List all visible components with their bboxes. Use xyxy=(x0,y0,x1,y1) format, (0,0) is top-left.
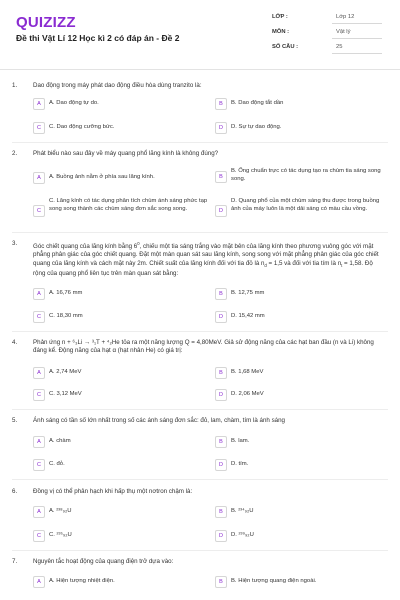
meta-underline xyxy=(332,53,382,54)
option-letter-badge: C xyxy=(33,122,45,134)
option-text: B. Dao động tắt dần xyxy=(231,100,284,106)
option-text: B. Hiện tượng quang điện ngoài. xyxy=(231,578,317,584)
question-text-part: = 1,5 và đối với tia tím là n xyxy=(266,259,342,267)
option-letter-badge: B xyxy=(215,171,227,183)
page-title: Đề thi Vật Lí 12 Học kì 2 có đáp án - Đề 2 xyxy=(16,33,180,43)
option-letter-badge: B xyxy=(215,98,227,110)
option-b[interactable] xyxy=(215,506,385,518)
option-a[interactable] xyxy=(33,506,208,518)
meta-underline xyxy=(332,23,382,24)
option-c[interactable] xyxy=(33,198,208,224)
meta-row-class xyxy=(272,11,382,24)
option-letter-badge: A xyxy=(33,506,45,518)
question-number: 3. xyxy=(12,240,18,247)
subscript-red: đ xyxy=(264,262,267,268)
option-c[interactable] xyxy=(33,530,208,542)
meta-row-subject xyxy=(272,26,382,39)
meta-label-class: LỚP : xyxy=(272,14,288,20)
option-a[interactable] xyxy=(33,288,208,300)
option-a[interactable] xyxy=(33,576,208,588)
meta-label-subject: MÔN : xyxy=(272,29,290,35)
option-letter-badge: B xyxy=(215,506,227,518)
meta-value-count: 25 xyxy=(336,44,343,50)
option-letter-badge: D xyxy=(215,459,227,471)
option-a[interactable] xyxy=(33,172,208,184)
meta-label-count: SỐ CÂU : xyxy=(272,44,299,50)
option-text: A. 16,76 mm xyxy=(49,290,83,296)
option-text: D. Sự tự dao động. xyxy=(231,124,282,130)
quizizz-logo[interactable]: QUIZIZZ xyxy=(16,14,76,31)
option-text: C. ²³⁵₉₂U xyxy=(49,532,72,538)
question-number: 6. xyxy=(12,488,18,495)
option-b[interactable] xyxy=(215,436,385,448)
option-letter-badge: D xyxy=(215,530,227,542)
option-b[interactable] xyxy=(215,288,385,300)
option-text: C. Dao động cưỡng bức. xyxy=(49,124,115,130)
question-text-part: Góc chiết quang của lăng kính bằng 6 xyxy=(33,243,138,251)
question-text: Đồng vị có thể phân hạch khi hấp thụ một nơtron chậm là: xyxy=(33,488,193,495)
option-text: D. tím. xyxy=(231,461,249,467)
option-text: D. 2,06 MeV xyxy=(231,391,264,397)
option-text: A. Buồng ảnh nằm ở phía sau lăng kính. xyxy=(49,174,155,180)
option-a[interactable] xyxy=(33,98,208,110)
question-number: 4. xyxy=(12,339,18,346)
question-text: Phát biểu nào sau đây về máy quang phổ lăng kính là không đúng? xyxy=(33,150,219,157)
option-d[interactable] xyxy=(215,389,385,401)
question-number: 5. xyxy=(12,417,18,424)
option-text: D. ²³⁹₉₂U xyxy=(231,532,254,538)
worksheet-header xyxy=(0,0,400,70)
meta-value-subject: Vật lý xyxy=(336,29,351,35)
question-text: Ánh sáng có tần số lớn nhất trong số các ánh sáng đơn sắc: đỏ, lam, chàm, tím là ánh sáng xyxy=(33,417,285,424)
option-letter-badge: C xyxy=(33,459,45,471)
option-letter-badge: D xyxy=(215,311,227,323)
question-divider xyxy=(12,409,388,410)
option-letter-badge: A xyxy=(33,436,45,448)
option-text: A. chàm xyxy=(49,438,71,444)
option-text: A. Hiện tượng nhiệt điện. xyxy=(49,578,115,584)
degree-superscript: 0 xyxy=(137,241,140,246)
option-b[interactable] xyxy=(215,576,385,588)
option-d[interactable] xyxy=(215,122,385,134)
option-b[interactable] xyxy=(215,168,385,186)
option-text: B. 1,68 MeV xyxy=(231,369,264,375)
question-text: Nguyên tắc hoạt động của quang điện trở dựa vào: xyxy=(33,558,174,565)
option-text: D. 15,42 mm xyxy=(231,313,265,319)
question-text-part: = 1,58. Độ rộng của quang phổ liên tục trên màn quan sát bằng: xyxy=(33,259,373,278)
meta-row-count xyxy=(272,41,382,54)
option-d[interactable] xyxy=(215,311,385,323)
option-text: B. 12,75 mm xyxy=(231,290,265,296)
option-letter-badge: B xyxy=(215,367,227,379)
option-d[interactable] xyxy=(215,459,385,471)
option-letter-badge: C xyxy=(33,389,45,401)
question-text xyxy=(33,240,385,278)
option-c[interactable] xyxy=(33,389,208,401)
option-letter-badge: B xyxy=(215,576,227,588)
option-a[interactable] xyxy=(33,436,208,448)
option-text: C. 18,30 mm xyxy=(49,313,83,319)
option-c[interactable] xyxy=(33,311,208,323)
option-d[interactable] xyxy=(215,198,385,224)
option-letter-badge: C xyxy=(33,530,45,542)
option-text: C. Lăng kính có tác dụng phân tích chùm ánh sáng phức tạp song song thành các chùm sáng đơn sắc song song. xyxy=(49,198,208,212)
option-letter-badge: B xyxy=(215,288,227,300)
option-text: B. Ống chuẩn trực có tác dụng tạo ra chùm tia sáng song song. xyxy=(231,168,381,182)
option-letter-badge: A xyxy=(33,367,45,379)
question-text-part: , chiếu một tia sáng trắng vào mặt bên của lăng kính theo phương vuông góc với mặt phẳng phân giác của góc chiết quang. Đặt một màn quan sát sau lăng kính, song song với mặt phẳng phân giác của góc chiết quang của lăng kính và cách mặt này 2m. Chiết suất của lăng kính đối với tia đỏ là n xyxy=(33,243,379,267)
question-number: 1. xyxy=(12,82,18,89)
subscript-violet: t xyxy=(341,262,343,268)
meta-underline xyxy=(332,38,382,39)
question-number: 7. xyxy=(12,558,18,565)
question-number: 2. xyxy=(12,150,18,157)
question-text: Dao động trong máy phát dao động điều hòa dùng tranzito là: xyxy=(33,82,202,89)
question-divider xyxy=(12,479,388,480)
question-text: Phản ứng n + ⁶₃Li → ³₁T + ⁴₂He tỏa ra một năng lượng Q = 4,80MeV. Giả sử động năng của các hạt ban đầu (n và Li) không đáng kể. Động năng của hạt α (hạt nhân He) có giá trị: xyxy=(33,339,374,355)
option-text: B. lam. xyxy=(231,438,250,444)
question-divider xyxy=(12,331,388,332)
option-text: A. Dao động tự do. xyxy=(49,100,99,106)
option-letter-badge: D xyxy=(215,389,227,401)
option-text: A. 2,74 MeV xyxy=(49,369,82,375)
option-letter-badge: A xyxy=(33,172,45,184)
option-d[interactable] xyxy=(215,530,385,542)
question-divider xyxy=(12,550,388,551)
option-c[interactable] xyxy=(33,459,208,471)
option-letter-badge: A xyxy=(33,576,45,588)
option-text: B. ²³⁴₉₂U xyxy=(231,508,254,514)
option-letter-badge: C xyxy=(33,311,45,323)
option-c[interactable] xyxy=(33,122,208,134)
option-letter-badge: C xyxy=(33,205,45,217)
option-b[interactable] xyxy=(215,367,385,379)
option-b[interactable] xyxy=(215,98,385,110)
option-letter-badge: D xyxy=(215,205,227,217)
option-letter-badge: A xyxy=(33,288,45,300)
option-text: D. Quang phổ của một chùm sáng thu được trong buồng ảnh của máy luôn là một dải sáng có màu cầu vồng. xyxy=(231,198,380,212)
question-divider xyxy=(12,232,388,233)
option-letter-badge: B xyxy=(215,436,227,448)
option-text: C. 3,12 MeV xyxy=(49,391,82,397)
option-letter-badge: A xyxy=(33,98,45,110)
option-a[interactable] xyxy=(33,367,208,379)
option-text: C. đỏ. xyxy=(49,461,65,467)
question-divider xyxy=(12,142,388,143)
option-text: A. ²³⁸₉₂U xyxy=(49,508,72,514)
option-letter-badge: D xyxy=(215,122,227,134)
meta-value-class: Lớp 12 xyxy=(336,14,355,20)
